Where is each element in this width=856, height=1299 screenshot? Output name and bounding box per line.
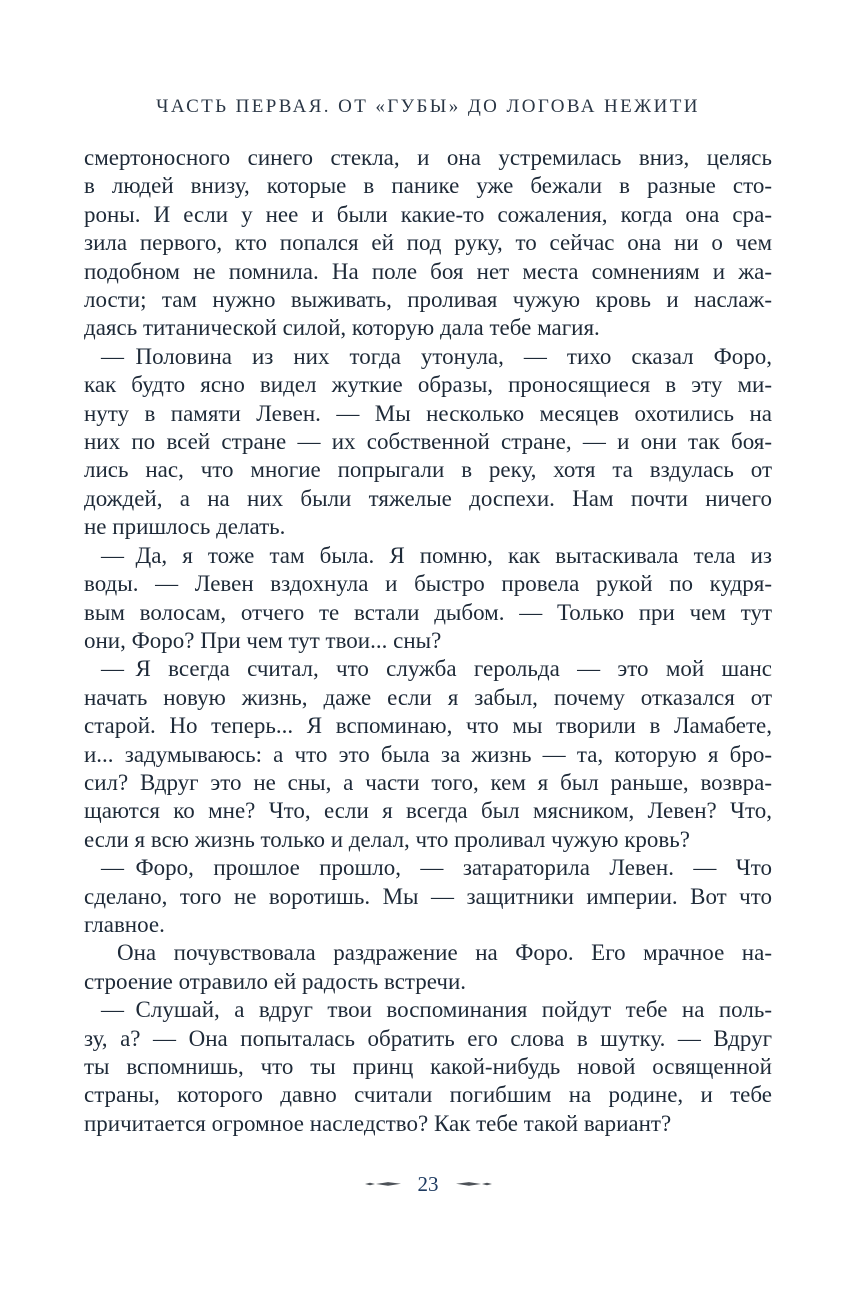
right-ornament-dash-icon (456, 1181, 492, 1187)
text-line: нуту в памяти Левен. — Мы несколько месяцев охотились на (84, 400, 772, 426)
text-line: вым волосам, отчего те встали дыбом. — Только при чем тут (84, 599, 772, 625)
text-line: зу, а? — Она попыталась обратить его слова в шутку. — Вдруг (84, 1025, 772, 1051)
text-line: как будто ясно видел жуткие образы, проносящиеся в эту ми- (84, 372, 772, 398)
body-text (84, 144, 772, 1138)
paragraph (84, 144, 772, 343)
text-line: воды. — Левен вздохнула и быстро провела рукой по кудря- (84, 571, 772, 597)
text-line: роны. И если у нее и были какие-то сожаления, когда она сра- (84, 201, 772, 227)
page-footer (0, 1168, 856, 1200)
paragraph (84, 542, 772, 656)
paragraph (84, 939, 772, 996)
text-line: — Половина из них тогда утонула, — тихо сказал Форо, (101, 343, 772, 369)
text-line: Она почувствовала раздражение на Форо. Его мрачное на- (117, 940, 772, 966)
text-line: лись нас, что многие попрыгали в реку, хотя та вздулась от (84, 457, 772, 483)
text-line: них по всей стране — их собственной стране, — и они так боя- (84, 429, 772, 455)
text-line: главное. (84, 911, 165, 937)
text-line: начать новую жизнь, даже если я забыл, почему отказался от (84, 684, 772, 710)
paragraph (84, 854, 772, 939)
paragraph (84, 655, 772, 854)
left-ornament-dash-icon (365, 1181, 401, 1187)
text-line: даясь титанической силой, которую дала тебе магия. (84, 315, 600, 341)
text-line: дождей, а на них были тяжелые доспехи. Нам почти ничего (84, 485, 772, 511)
text-line: старой. Но теперь... Я вспоминаю, что мы творили в Ламабете, (84, 713, 772, 739)
text-line: подобном не помнила. На поле боя нет места сомнениям и жа- (84, 258, 772, 284)
text-line: и... задумываюсь: а что это была за жизнь — та, которую я бро- (84, 741, 772, 767)
paragraph (84, 343, 772, 542)
text-line: — Да, я тоже там была. Я помню, как вытаскивала тела из (101, 542, 772, 568)
text-line: — Я всегда считал, что служба герольда — это мой шанс (101, 656, 772, 682)
text-line: сил? Вдруг это не сны, а части того, кем я был раньше, возвра- (84, 769, 772, 795)
text-line: строение отравило ей радость встречи. (84, 968, 467, 994)
text-line: лости; там нужно выживать, проливая чужую кровь и наслаж- (84, 287, 772, 313)
text-line: в людей внизу, которые в панике уже бежали в разные сто- (84, 173, 772, 199)
text-line: смертоносного синего стекла, и она устремилась вниз, целясь (84, 145, 772, 170)
text-line: если я всю жизнь только и делал, что проливал чужую кровь? (84, 826, 690, 852)
text-line: — Слушай, а вдруг твои воспоминания пойдут тебе на поль- (101, 997, 772, 1023)
text-line: зила первого, кто попался ей под руку, то сейчас она ни о чем (84, 230, 772, 256)
text-line: сделано, того не воротишь. Мы — защитники империи. Вот что (84, 883, 772, 909)
text-line: страны, которого давно считали погибшим на родине, и тебе (84, 1082, 772, 1108)
text-line: ты вспомнишь, что ты принц какой-нибудь новой освященной (84, 1054, 772, 1079)
text-line: причитается огромное наследство? Как тебе такой вариант? (84, 1110, 672, 1136)
text-line: они, Форо? При чем тут твои... сны? (84, 627, 442, 653)
running-header: ЧАСТЬ ПЕРВАЯ. ОТ «ГУБЫ» ДО ЛОГОВА НЕЖИТИ (156, 96, 700, 117)
text-line: не пришлось делать. (84, 514, 286, 540)
text-line: щаются ко мне? Что, если я всегда был мясником, Левен? Что, (84, 798, 772, 824)
paragraph (84, 996, 772, 1138)
text-line: — Форо, прошлое прошло, — затараторила Левен. — Что (101, 855, 772, 881)
page-number: 23 (417, 1171, 439, 1196)
